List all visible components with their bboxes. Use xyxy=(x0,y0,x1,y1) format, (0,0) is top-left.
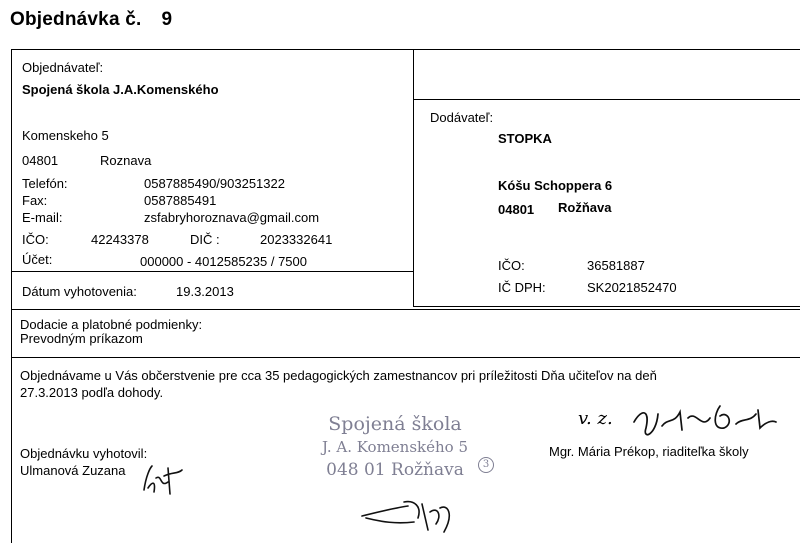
delivery-label: Dodacie a platobné podmienky: xyxy=(20,317,203,332)
stamp-signature xyxy=(358,492,462,538)
created-by-label: Objednávku vyhotovil: xyxy=(20,446,148,461)
order-title xyxy=(10,9,172,31)
delivery-value: Prevodným príkazom xyxy=(20,331,143,346)
ico-value: 42243378 xyxy=(91,232,149,247)
supplier-icdph-value: SK2021852470 xyxy=(587,280,677,295)
date-top-line xyxy=(11,271,413,272)
stamp-number: 3 xyxy=(478,457,494,473)
account-label: Účet: xyxy=(22,252,53,267)
supplier-zip: 04801 xyxy=(498,202,535,217)
frame-left-line xyxy=(11,49,12,543)
email-value: zsfabryhoroznava@gmail.com xyxy=(144,210,320,225)
orderer-city: Roznava xyxy=(100,153,152,168)
signatory-name: Mgr. Mária Prékop, riaditeľka školy xyxy=(549,444,749,459)
supplier-ico-label: IČO: xyxy=(498,258,525,273)
conditions-top-line xyxy=(11,309,800,310)
creator-signature xyxy=(138,458,188,500)
orderer-street: Komenskeho 5 xyxy=(22,128,109,143)
fax-value: 0587885491 xyxy=(144,193,217,208)
stamp-line3: 048 01 Rožňava xyxy=(326,460,464,480)
supplier-name: STOPKA xyxy=(498,131,552,146)
signatory-signature xyxy=(628,400,778,442)
order-title-label: Objednávka č. xyxy=(10,9,142,30)
supplier-ico-value: 36581887 xyxy=(587,258,645,273)
supplier-bottom-line xyxy=(413,306,800,307)
email-label: E-mail: xyxy=(22,210,63,225)
phone-value: 0587885490/903251322 xyxy=(144,176,285,191)
order-text-top-line xyxy=(11,357,800,358)
dic-label: DIČ : xyxy=(190,232,220,247)
supplier-icdph-label: IČ DPH: xyxy=(498,280,546,295)
created-by-name: Ulmanová Zuzana xyxy=(20,463,126,478)
signatory-signature-prefix: v. z. xyxy=(578,408,613,429)
orderer-name: Spojená škola J.A.Komenského xyxy=(22,82,219,97)
orderer-zip: 04801 xyxy=(22,153,59,168)
phone-label: Telefón: xyxy=(22,176,68,191)
column-divider xyxy=(413,49,414,307)
order-text-line1: Objednávame u Vás občerstvenie pre cca 35 pedagogických zamestnancov pri príležitosti Dňa učiteľov na deň xyxy=(20,368,657,383)
supplier-top-line xyxy=(413,99,800,100)
date-value: 19.3.2013 xyxy=(176,284,234,299)
order-text-line2: 27.3.2013 podľa dohody. xyxy=(20,385,164,400)
stamp-line2: J. A. Komenského 5 xyxy=(321,438,468,456)
orderer-label: Objednávateľ: xyxy=(22,60,104,75)
supplier-city: Rožňava xyxy=(558,200,612,215)
fax-label: Fax: xyxy=(22,193,48,208)
order-number: 9 xyxy=(161,9,173,30)
supplier-label: Dodávateľ: xyxy=(430,110,494,125)
supplier-street: Kóšu Schoppera 6 xyxy=(498,178,613,193)
date-label: Dátum vyhotovenia: xyxy=(22,284,137,299)
dic-value: 2023332641 xyxy=(260,232,333,247)
account-value: 000000 - 4012585235 / 7500 xyxy=(140,254,307,269)
ico-label: IČO: xyxy=(22,232,49,247)
stamp-line1: Spojená škola xyxy=(328,413,462,435)
frame-top-line xyxy=(11,49,800,50)
